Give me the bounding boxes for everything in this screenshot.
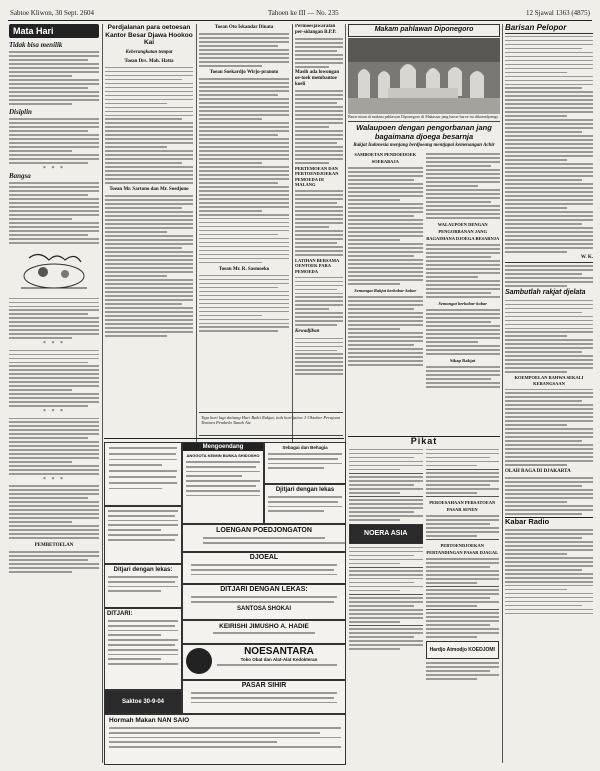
subheading: Toean Oto Iskandar Dinata: [214, 25, 274, 30]
article-text: [505, 36, 593, 253]
masthead-date: Sabtoe Kliwon, 30 Sept. 2604: [10, 9, 94, 17]
ads-top-rule: [104, 438, 344, 439]
column-rule: [102, 24, 103, 763]
article-text: [295, 338, 343, 376]
subheading: Toean Drs. Moh. Hatta: [124, 58, 174, 64]
column-6: [505, 24, 593, 763]
classified-title: PERTOENDJOEKAN PERTANDINGAN PASAR DJAGAL: [426, 542, 499, 555]
ad-box: [264, 442, 346, 484]
section-title: Tidak bisa menilik: [9, 41, 63, 49]
subheading: Toean Mr. Sartono dan Mr. Soedjono: [109, 187, 189, 193]
article-text: [505, 477, 593, 515]
column-3: [199, 24, 289, 441]
mengoendang-ad: [182, 442, 264, 524]
classified-title: PEROESAHAAN PERSATOEAN PASAR SENEN: [429, 499, 496, 512]
article-text: [199, 78, 289, 263]
ad-title: KEIRISHI JIMUSHO A. HADIE: [219, 623, 309, 630]
article-text: [295, 190, 343, 256]
article-text: * * * * * * * * *: [9, 298, 99, 540]
headline: Walaupoen dengan pengorbanan jang bagaimana djoega besarnja: [356, 123, 492, 141]
saktoe-ad: [104, 690, 182, 714]
ad-title: Saktoe 30-9-04: [121, 699, 165, 705]
ad-title: DITJARI DENGAN LEKAS:: [220, 586, 308, 593]
headline: LATIHAN BERSAMA OENTOEK PARA PEMOEDA: [295, 257, 340, 274]
koedjomi-ad: Hardjo Atmodjo KOEDJOMI: [426, 641, 500, 659]
ditjari-ad: [104, 608, 182, 690]
column-rule: [502, 24, 503, 763]
rumah-makan-ad: [104, 714, 346, 765]
headline: Barisan Pelopor: [505, 24, 593, 34]
article-text: [199, 275, 289, 333]
mata-hari-header: Mata Hari: [9, 24, 99, 38]
ad-subtitle: SANTOSA SHOKAI: [236, 605, 291, 612]
ad-title: DJOEAL: [249, 554, 279, 561]
ad-title: Sebagai dan Behagia: [282, 445, 328, 450]
subheading: Semangat berkobar-kobar: [438, 301, 488, 307]
section-title: Bangsa: [9, 171, 31, 180]
loengan-ad: [182, 524, 346, 552]
headline: Kabar Radio: [505, 517, 593, 527]
masthead-volume: Tahoen ke III — No. 235: [268, 9, 339, 17]
article-text: [505, 300, 593, 374]
djoeal-ad: [182, 552, 346, 584]
article-text: [105, 67, 193, 184]
headline: Sambutlah rakjat djelata: [505, 288, 586, 296]
ad-box: [104, 506, 182, 564]
article-text: [295, 38, 343, 68]
headline: Masih ada lowongan oe-toek membantoe koeli: [295, 70, 340, 88]
headline: Kewadjiban: [295, 329, 320, 335]
article-text: [426, 151, 501, 390]
noesantara-ad: [182, 644, 346, 680]
subheading: Toean Soekardjo Wirjo-pranoto: [209, 70, 279, 76]
ad-box: [104, 442, 182, 506]
ad-title: DITJARI:: [107, 611, 133, 617]
noera-asia-ad: NOERA ASIA: [349, 524, 423, 544]
masthead: [8, 8, 592, 21]
subheading: Sikap Rakjat: [450, 358, 476, 364]
classified-list: [426, 447, 500, 682]
ad-title: Mengoendang: [183, 443, 263, 451]
headline: Perdjalanan para oetoesan Kantor Besar Djawa Hookoo Kai: [105, 24, 193, 46]
article-text: [505, 389, 593, 467]
ad-title: NOESANTARA: [244, 646, 314, 657]
article-text: [199, 33, 289, 67]
classified-columns: [348, 446, 500, 683]
subheading: KOEMPOELAN BAHWA SEKALI KEBANGSAAN: [514, 375, 584, 386]
headline: PERTEMOEAN DAN PERTOENDJOEKAN PEMOEDA DI MALANG: [295, 165, 339, 188]
photo-caption: Batoe nisan di makam pahlawan Diponegoro di Makassar jang baroe-baroe ini dikoendjoengi.: [348, 113, 499, 119]
column-4: [295, 24, 343, 441]
headline: Permoesjawaratan per-sidangan B.P.P.: [295, 24, 337, 35]
ad-title: LOENGAN POEDJONGATON: [216, 527, 312, 534]
article-text: [9, 551, 99, 573]
ditjari-lekas-ad: [104, 564, 182, 608]
subheading: Toean Mr. R. Sasmoeko: [218, 266, 270, 272]
noesantara-logo-icon: [186, 648, 212, 674]
ad-box: [264, 484, 346, 524]
subheading: OLAH RAGA DI DJAKARTA: [505, 469, 571, 475]
article-columns: [348, 151, 500, 390]
diponegoro-tomb-photo: [348, 38, 500, 114]
ditjari-dengan-lekas-ad: [182, 584, 346, 620]
article-text: [295, 90, 343, 164]
section-title: Disiplin: [9, 107, 32, 116]
signature: W. K.: [580, 254, 593, 260]
keirishi-ad: [182, 620, 346, 644]
article-text: [9, 118, 99, 164]
article-text: [9, 182, 99, 244]
classifieds-section: [348, 436, 500, 764]
photo-headline: Makam pahlawan Diponegoro: [348, 24, 500, 37]
article-text: [105, 195, 193, 336]
masthead-hijri-date: 12 Sjawal 1363 (4875): [526, 9, 590, 17]
ad-title: Hormah Makan NAN SAIO: [109, 717, 190, 724]
subheadline: Keberangkatan tempat: [125, 49, 173, 55]
section-title: PEMBETOELAN: [34, 543, 74, 549]
notice-box: [199, 412, 343, 436]
ad-subtitle: ANGGOTA KEIMIN BUNKA SHIDOSHO: [186, 453, 260, 458]
column-1: [9, 24, 99, 763]
ad-title: Ditjari dengan lekas:: [113, 567, 173, 573]
article-text: [295, 277, 343, 327]
pasar-sihir-ad: [182, 680, 346, 714]
classifieds-header: Pikat: [410, 436, 438, 446]
notice-text: Tiga hari lagi daitang Hari Bakti Rakjat, itah hari jaitoe 3 Oktober Perajaan Tentara Pembela Tanah Air.: [201, 415, 341, 426]
article-text: [505, 529, 593, 614]
separator-stars: * * *: [43, 165, 65, 172]
ad-title: PASAR SIHIR: [241, 682, 287, 689]
article-text: [505, 265, 593, 287]
article-text: [9, 51, 99, 105]
subheading: WALAUPOEN DENGAN PENGORBANAN JANG BAGAIMANA DJOEGA BESARNJA: [426, 222, 500, 242]
cartoon-illustration: [9, 248, 99, 294]
ad-subtitle: Toko Obat dan Alat-Alat Kedokteran: [240, 657, 318, 662]
column-2: [105, 24, 193, 441]
subheadline: Rakjat Indonesia menjang berdjoeang mentjapai kemenangan Achir: [353, 143, 495, 149]
subheading: SAMBOETAN PENDOEDOEK SOERABAJA: [354, 152, 417, 165]
classified-list: [349, 447, 423, 682]
subheading: Semangat Rakjat berkobar-kobar: [354, 288, 417, 294]
ad-title: Djitjari dengan lekas: [275, 487, 335, 493]
article-text: [348, 151, 423, 390]
